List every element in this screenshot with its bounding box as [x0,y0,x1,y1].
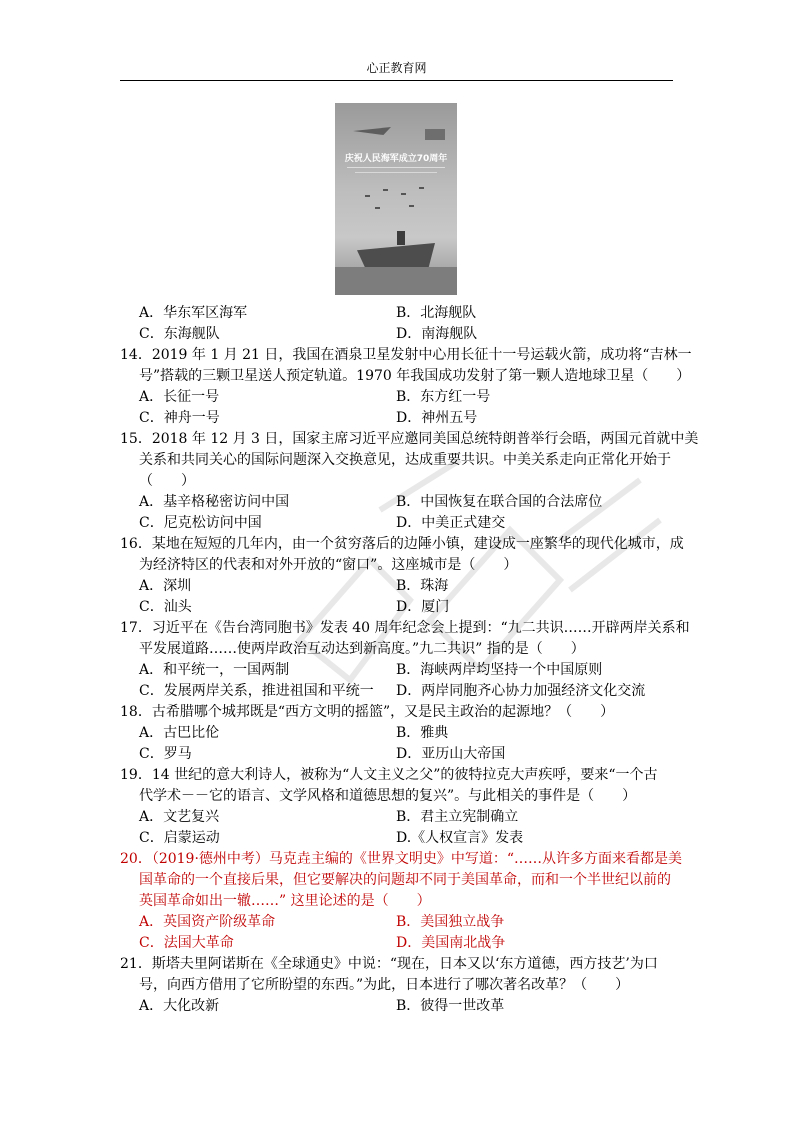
option-d: D．两岸同胞齐心协力加强经济文化交流 [396,683,646,699]
flag-icon [425,129,445,140]
option-a: A．英国资产阶级革命 [139,914,276,930]
option-b: B．珠海 [396,578,449,594]
option-b: B．雅典 [396,725,449,741]
plane-icon [419,187,424,189]
plane-icon [375,207,380,209]
question-text: （ ） [139,473,195,489]
option-a: A．深圳 [139,578,192,594]
option-d: D．厦门 [396,599,450,615]
option-a: A．文艺复兴 [139,809,220,825]
option-b: B．美国独立战争 [396,914,505,930]
option-b: B．海峡两岸均坚持一个中国原则 [396,662,603,678]
question-text: 18．古希腊哪个城邦既是“西方文明的摇篮”，又是民主政治的起源地？（ ） [120,704,615,720]
plane-icon [409,205,414,207]
sea-area [335,267,457,295]
jet-icon [353,127,391,135]
option-c: C．神舟一号 [139,410,220,426]
option-d: D．中美正式建交 [396,515,506,531]
option-a: A．古巴比伦 [139,725,220,741]
question-text: 国革命的一个直接后果，但它要解决的问题却不同于美国革命，而和一个半世纪以前的 [139,872,671,888]
option-d: D．亚历山大帝国 [396,746,506,762]
question-text: 17．习近平在《告台湾同胞书》发表 40 周年纪念会上提到：“九二共识……开辟两岸关系和 [120,620,690,636]
question-text: 21．斯塔夫里阿诺斯在《全球通史》中说：“现在，日本又以‘东方道德，西方技艺’为口 [120,956,658,972]
poster-title: 庆祝人民海军成立70周年 [344,154,448,164]
poster-subtitle-line [355,172,437,174]
question-text: 英国革命如出一辙……” 这里论述的是（ ） [139,893,431,909]
option-b: B．中国恢复在联合国的合法席位 [396,494,603,510]
page-header [120,60,673,81]
question-text: 14．2019 年 1 月 21 日，我国在酒泉卫星发射中心用长征十一号运载火箭，成功将“吉林一 [120,347,692,363]
plane-icon [401,193,406,195]
option-c: C．法国大革命 [139,935,234,951]
question-text: 号，向西方借用了它所盼望的东西。”为此，日本进行了哪次著名改革？（ ） [139,977,630,993]
option-a: A．大化改新 [139,998,220,1014]
question-text: 代学术－－它的语言、文学风格和道德思想的复兴”。与此相关的事件是（ ） [139,788,637,804]
question-text: 号”搭载的三颗卫星送人预定轨道。1970 年我国成功发射了第一颗人造地球卫星（ ） [139,368,691,384]
option-a: A．基辛格秘密访问中国 [139,494,290,510]
option-c: C．汕头 [139,599,192,615]
option-b: B．彼得一世改革 [396,998,505,1014]
question-text: 16．某地在短短的几年内，由一个贫穷落后的边陲小镇，建设成一座繁华的现代化城市，成 [120,536,684,552]
plane-icon [365,195,370,197]
question-text: 19．14 世纪的意大利诗人，被称为“人文主义之父”的彼特拉克大声疾呼，要来“一个古 [120,767,658,783]
navy-anniversary-poster [335,103,457,295]
option-a: A．和平统一，一国两制 [139,662,290,678]
plane-icon [383,189,388,191]
option-c: C．启蒙运动 [139,830,220,846]
aircraft-carrier-icon [357,243,435,267]
question-text: 为经济特区的代表和对外开放的“窗口”。这座城市是（ ） [139,557,518,573]
question-text: 关系和共同关心的国际问题深入交换意见，达成重要共识。中美关系走向正常化开始于 [139,452,671,468]
poster-subtitle-line [347,167,445,169]
option-b: B．北海舰队 [396,305,477,321]
option-d: D．美国南北战争 [396,935,506,951]
option-c: C．罗马 [139,746,192,762]
option-d: D．神州五号 [396,410,478,426]
option-d: D．南海舰队 [396,326,478,342]
option-a: A．长征一号 [139,389,220,405]
question-text: 15．2018 年 12 月 3 日，国家主席习近平应邀同美国总统特朗普举行会晤，两国元首就中美 [120,431,699,447]
option-b: B．东方红一号 [396,389,491,405]
option-c: C．尼克松访问中国 [139,515,262,531]
option-b: B．君主立宪制确立 [396,809,519,825]
option-c: C．东海舰队 [139,326,220,342]
question-text: 20．（2019·德州中考）马克垚主编的《世界文明史》中写道：“……从许多方面来看都是美 [120,851,683,867]
option-c: C．发展两岸关系，推进祖国和平统一 [139,683,374,699]
header-title: 心正教育网 [366,61,427,75]
carrier-island-icon [397,231,405,245]
option-a: A．华东军区海军 [139,305,248,321]
option-d: D.《人权宣言》发表 [396,830,524,846]
question-text: 平发展道路……使两岸政治互动达到新高度。”九二共识” 指的是（ ） [139,641,585,657]
